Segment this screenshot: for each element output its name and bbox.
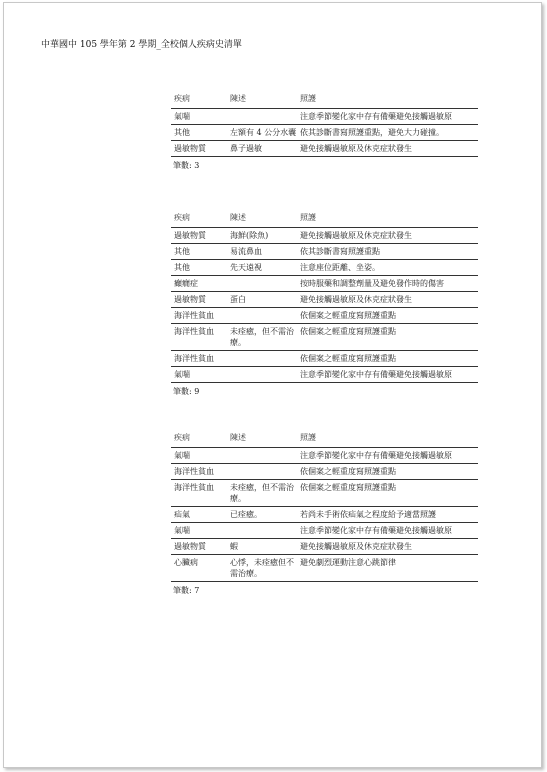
cell-statement: 海鮮(除魚) <box>227 228 297 244</box>
table-row <box>171 448 478 464</box>
cell-care: 避免接觸過敏原及休克症狀發生 <box>297 539 478 555</box>
cell-statement: 易流鼻血 <box>227 244 297 260</box>
cell-disease: 氣喘 <box>171 523 227 539</box>
cell-statement <box>227 308 297 324</box>
cell-disease: 其他 <box>171 260 227 276</box>
table-row <box>171 228 478 244</box>
table-row <box>171 507 478 523</box>
cell-disease: 過敏物質 <box>171 228 227 244</box>
cell-statement: 未痊癒，但不需治療。 <box>227 324 297 351</box>
cell-care: 依個案之輕重度寫照護重點 <box>297 324 478 351</box>
table-row <box>171 109 478 125</box>
header-statement: 陳述 <box>227 92 297 109</box>
cell-statement: 已痊癒。 <box>227 507 297 523</box>
cell-disease: 海洋性貧血 <box>171 480 227 507</box>
cell-statement: 未痊癒，但不需治療。 <box>227 480 297 507</box>
table-row <box>171 244 478 260</box>
cell-care: 按時服藥和調整劑量及避免發作時的傷害 <box>297 276 478 292</box>
record-count: 筆數: 7 <box>173 586 200 595</box>
table-row <box>171 555 478 582</box>
cell-care: 注意季節變化家中存有備藥避免接觸過敏原 <box>297 448 478 464</box>
record-count: 筆數: 9 <box>173 387 200 396</box>
disease-table <box>171 211 478 383</box>
table-row <box>171 276 478 292</box>
cell-disease: 氣喘 <box>171 109 227 125</box>
cell-statement: 鼻子過敏 <box>227 141 297 157</box>
table-row <box>171 260 478 276</box>
table-header-row <box>171 92 478 109</box>
cell-statement: 蝦 <box>227 539 297 555</box>
disease-table <box>171 431 478 582</box>
cell-statement <box>227 448 297 464</box>
cell-disease: 癲癇症 <box>171 276 227 292</box>
table-row <box>171 292 478 308</box>
document-title: 中華國中 105 學年第 2 學期_全校個人疾病史清單 <box>41 40 242 50</box>
cell-care: 若尚未手術依疝氣之程度給予適當照護 <box>297 507 478 523</box>
cell-disease: 過敏物質 <box>171 141 227 157</box>
table-row <box>171 367 478 383</box>
cell-care: 注意季節變化家中存有備藥避免接觸過敏原 <box>297 523 478 539</box>
cell-disease: 海洋性貧血 <box>171 351 227 367</box>
table-row <box>171 308 478 324</box>
cell-disease: 氣喘 <box>171 448 227 464</box>
cell-disease: 海洋性貧血 <box>171 308 227 324</box>
cell-statement <box>227 464 297 480</box>
cell-disease: 海洋性貧血 <box>171 464 227 480</box>
cell-statement <box>227 351 297 367</box>
record-block-1 <box>171 92 478 171</box>
table-row <box>171 480 478 507</box>
cell-disease: 疝氣 <box>171 507 227 523</box>
cell-disease: 氣喘 <box>171 367 227 383</box>
cell-care: 避免接觸過敏原及休克症狀發生 <box>297 292 478 308</box>
cell-disease: 其他 <box>171 125 227 141</box>
cell-disease: 過敏物質 <box>171 539 227 555</box>
header-disease: 疾病 <box>171 92 227 109</box>
header-care: 照護 <box>297 211 478 228</box>
table-row <box>171 539 478 555</box>
record-block-3 <box>171 431 478 596</box>
cell-care: 依個案之輕重度寫照護重點 <box>297 480 478 507</box>
cell-disease: 其他 <box>171 244 227 260</box>
header-statement: 陳述 <box>227 431 297 448</box>
cell-statement: 左額有 4 公分水囊 <box>227 125 297 141</box>
table-row <box>171 141 478 157</box>
cell-care: 避免接觸過敏原及休克症狀發生 <box>297 228 478 244</box>
cell-statement <box>227 367 297 383</box>
header-disease: 疾病 <box>171 211 227 228</box>
record-block-2 <box>171 211 478 397</box>
cell-statement: 心悸，未痊癒但不需治療。 <box>227 555 297 582</box>
document-page <box>3 2 542 768</box>
cell-care: 依個案之輕重度寫照護重點 <box>297 308 478 324</box>
header-statement: 陳述 <box>227 211 297 228</box>
table-row <box>171 125 478 141</box>
cell-care: 避免劇烈運動注意心跳節律 <box>297 555 478 582</box>
header-care: 照護 <box>297 431 478 448</box>
cell-statement: 先天遠視 <box>227 260 297 276</box>
cell-care: 注意座位距離、坐姿。 <box>297 260 478 276</box>
cell-care: 依其診斷書寫照護重點 <box>297 244 478 260</box>
cell-care: 注意季節變化家中存有備藥避免接觸過敏原 <box>297 367 478 383</box>
cell-care: 避免接觸過敏原及休克症狀發生 <box>297 141 478 157</box>
cell-disease: 心臟病 <box>171 555 227 582</box>
table-row <box>171 464 478 480</box>
cell-statement <box>227 523 297 539</box>
cell-disease: 過敏物質 <box>171 292 227 308</box>
cell-statement <box>227 109 297 125</box>
cell-statement <box>227 276 297 292</box>
cell-care: 依其診斷書寫照護重點，避免大力碰撞。 <box>297 125 478 141</box>
table-row <box>171 324 478 351</box>
cell-care: 注意季節變化家中存有備藥避免接觸過敏原 <box>297 109 478 125</box>
table-header-row <box>171 211 478 228</box>
cell-care: 依個案之輕重度寫照護重點 <box>297 351 478 367</box>
header-disease: 疾病 <box>171 431 227 448</box>
disease-table <box>171 92 478 157</box>
table-row <box>171 523 478 539</box>
record-count: 筆數: 3 <box>173 161 200 170</box>
table-row <box>171 351 478 367</box>
cell-statement: 蛋白 <box>227 292 297 308</box>
table-header-row <box>171 431 478 448</box>
cell-care: 依個案之輕重度寫照護重點 <box>297 464 478 480</box>
cell-disease: 海洋性貧血 <box>171 324 227 351</box>
header-care: 照護 <box>297 92 478 109</box>
